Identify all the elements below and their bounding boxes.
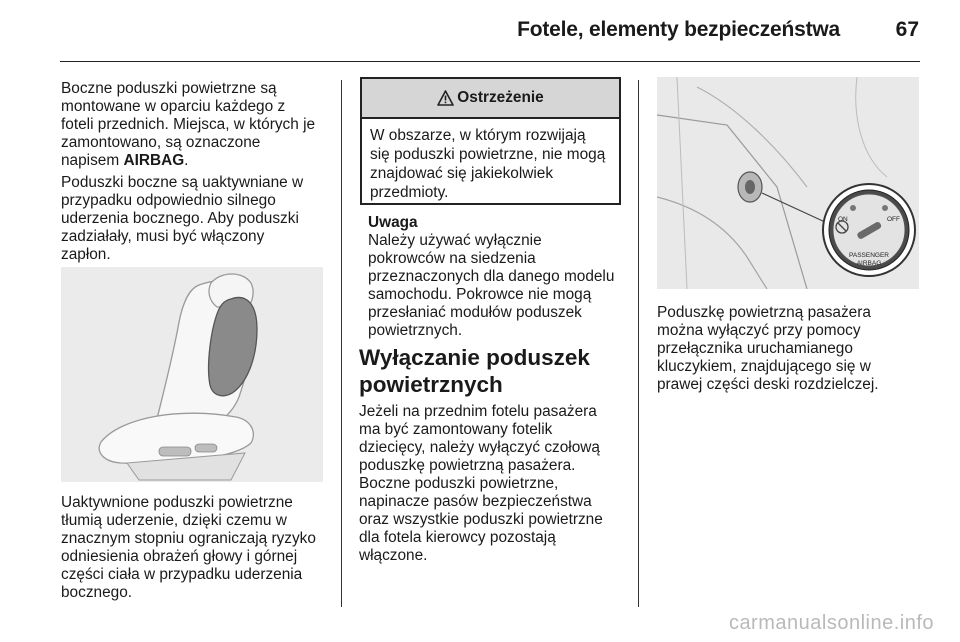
text-line: W obszarze, w którym rozwijają bbox=[370, 127, 586, 144]
heading-line: powietrznych bbox=[359, 372, 503, 397]
text-line: zapłon. bbox=[61, 246, 111, 263]
airbag-label-text: AIRBAG bbox=[123, 152, 185, 169]
text-line: Poduszkę powietrzną pasażera bbox=[657, 304, 871, 321]
text-line: przeznaczonych dla danego modelu bbox=[368, 268, 615, 285]
text-line: zadziałały, musi być włączony bbox=[61, 228, 265, 245]
text-line: foteli przednich. Miejsca, w których je bbox=[61, 116, 316, 133]
text-line: można wyłączyć przy pomocy bbox=[657, 322, 861, 339]
text-line: przełącznika uruchamianego bbox=[657, 340, 853, 357]
airbag-switch-illustration bbox=[657, 77, 919, 289]
switch-off-label: OFF bbox=[887, 216, 900, 223]
text-line: Boczne poduszki powietrzne są bbox=[61, 80, 277, 97]
text-line: zamontowano, są oznaczone bbox=[61, 134, 261, 151]
text-line: odniesienia obrażeń głowy i górnej bbox=[61, 548, 298, 565]
side-airbag-seat-illustration bbox=[61, 267, 323, 482]
text-line: bocznego. bbox=[61, 584, 133, 601]
page-number: 67 bbox=[895, 18, 919, 41]
section-heading bbox=[359, 344, 590, 398]
switch-label-line2: AIRBAG bbox=[856, 260, 882, 267]
warning-title: Ostrzeżenie bbox=[457, 89, 544, 106]
airbag-location-paragraph bbox=[61, 80, 315, 170]
warning-box bbox=[360, 77, 621, 205]
warning-header bbox=[362, 79, 619, 119]
text-line: Boczne poduszki powietrzne, bbox=[359, 475, 559, 492]
column-divider-2 bbox=[638, 80, 639, 607]
heading-line: Wyłączanie poduszek bbox=[359, 345, 590, 370]
text-line: poduszkę powietrzną pasażera. bbox=[359, 457, 576, 474]
text-line: powietrznych. bbox=[368, 322, 463, 339]
text-line: Poduszki boczne są uaktywniane w bbox=[61, 174, 304, 191]
text-line: znacznym stopniu ograniczają ryzyko bbox=[61, 530, 316, 547]
text-line: Uaktywnione poduszki powietrzne bbox=[61, 494, 293, 511]
text-line: się poduszki powietrzne, nie mogą bbox=[370, 146, 606, 163]
switch-on-label: ON bbox=[838, 216, 848, 223]
text-line: napinacze pasów bezpieczeństwa bbox=[359, 493, 592, 510]
watermark: carmanualsonline.info bbox=[728, 612, 934, 634]
text-line: przedmioty. bbox=[370, 184, 449, 201]
text-line: znajdować się jakiekolwiek bbox=[370, 165, 554, 182]
warning-triangle-icon bbox=[437, 90, 454, 106]
note-title: Uwaga bbox=[368, 214, 418, 231]
text-line: samochodu. Pokrowce nie mogą bbox=[368, 286, 592, 303]
text-line: dla fotela kierowcy pozostają bbox=[359, 529, 556, 546]
text-line: części ciała w przypadku uderzenia bbox=[61, 566, 303, 583]
text-line: pokrowców na siedzenia bbox=[368, 250, 536, 267]
text-line: ma być zamontowany fotelik bbox=[359, 421, 553, 438]
text-line: przypadku odpowiednio silnego bbox=[61, 192, 276, 209]
text-line: przesłaniać modułów poduszek bbox=[368, 304, 582, 321]
warning-text bbox=[362, 119, 619, 202]
switch-label-line1: PASSENGER bbox=[849, 252, 889, 259]
note-block bbox=[368, 214, 614, 340]
switch-caption bbox=[657, 304, 879, 394]
deactivation-paragraph bbox=[359, 403, 603, 565]
text-line: włączone. bbox=[359, 547, 428, 564]
text-line: Należy używać wyłącznie bbox=[368, 232, 542, 249]
text-line: uderzenia bocznego. Aby poduszki bbox=[61, 210, 299, 227]
column-divider-1 bbox=[341, 80, 342, 607]
text-line: tłumią uderzenie, dzięki czemu w bbox=[61, 512, 287, 529]
text-line: montowane w oparciu każdego z bbox=[61, 98, 286, 115]
text-line: oraz wszystkie poduszki powietrzne bbox=[359, 511, 603, 528]
page-header-title: Fotele, elementy bezpieczeństwa bbox=[517, 18, 840, 41]
side-airbag-activation-paragraph bbox=[61, 174, 303, 264]
text-line: dziecięcy, należy wyłączyć czołową bbox=[359, 439, 600, 456]
activated-airbags-paragraph bbox=[61, 494, 316, 602]
text-line: kluczykiem, znajdującego się w bbox=[657, 358, 871, 375]
text-line: Jeżeli na przednim fotelu pasażera bbox=[359, 403, 597, 420]
text-line: napisem AIRBAG. bbox=[61, 152, 189, 169]
header-divider bbox=[60, 61, 920, 62]
text-line: prawej części deski rozdzielczej. bbox=[657, 376, 879, 393]
